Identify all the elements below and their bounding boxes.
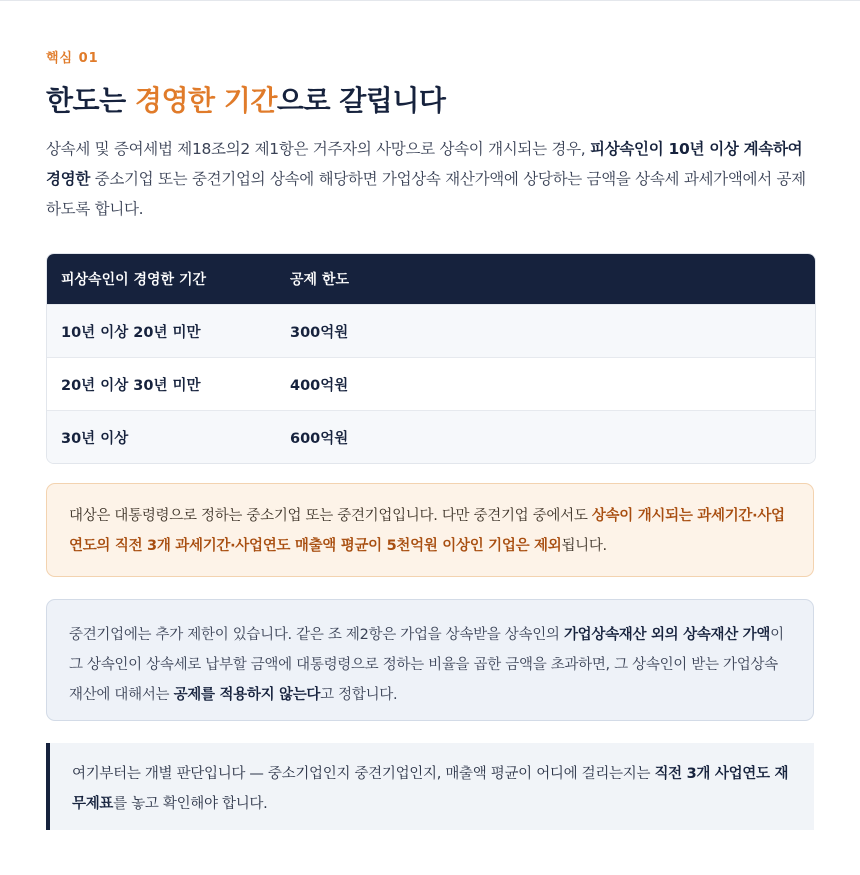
cell-limit: 300억원 xyxy=(290,324,349,341)
info-emphasis: 공제를 적용하지 않는다 xyxy=(173,687,321,703)
note-callout xyxy=(46,743,814,830)
header-cell-limit: 공제 한도 xyxy=(290,272,349,288)
header-cell-period: 피상속인이 경영한 기간 xyxy=(61,272,206,288)
intro-emphasis: 피상속인이 10년 이상 계속하여 경영한 xyxy=(46,140,803,188)
warning-text: 대상은 대통령령으로 정하는 중소기업 또는 중견기업입니다. 다만 중견기업 중에서도 xyxy=(69,508,592,524)
warning-emphasis: 상속이 개시되는 과세기간·사업연도의 직전 3개 과세기간·사업연도 매출액 평균이 5천억원 이상인 기업은 제외 xyxy=(69,508,785,554)
info-callout xyxy=(46,599,814,721)
title-prefix: 한도는 xyxy=(46,84,135,117)
page-title xyxy=(46,79,445,119)
cell-limit: 400억원 xyxy=(290,377,349,394)
intro-text: 상속세 및 증여세법 제18조의2 제1항은 거주자의 사망으로 상속이 개시되는 경우, xyxy=(46,140,591,158)
info-text: 중견기업에는 추가 제한이 있습니다. 같은 조 제2항은 가업을 상속받을 상속인의 xyxy=(69,627,564,643)
cell-period: 10년 이상 20년 미만 xyxy=(61,324,201,341)
info-text: 고 정합니다. xyxy=(320,687,398,703)
intro-paragraph xyxy=(46,134,816,224)
note-emphasis: 직전 3개 사업연도 재무제표 xyxy=(72,766,789,812)
info-emphasis: 가업상속재산 외의 상속재산 가액 xyxy=(563,627,771,643)
deduction-limit-table xyxy=(46,253,816,464)
article-section xyxy=(0,1,860,875)
table-header xyxy=(47,254,815,304)
title-highlight: 경영한 기간 xyxy=(134,84,277,117)
table-row xyxy=(47,357,815,410)
cell-limit: 600억원 xyxy=(290,430,349,447)
cell-period: 20년 이상 30년 미만 xyxy=(61,377,201,394)
title-suffix: 으로 갈립니다 xyxy=(276,84,446,117)
warning-text: 됩니다. xyxy=(561,538,607,554)
intro-text: 중소기업 또는 중견기업의 상속에 해당하면 가업상속 재산가액에 상당하는 금액을 상속세 과세가액에서 공제하도록 합니다. xyxy=(46,170,806,218)
table-row xyxy=(47,304,815,357)
cell-period: 30년 이상 xyxy=(61,430,129,447)
table-row xyxy=(47,410,815,463)
info-text: 이 그 상속인이 상속세로 납부할 금액에 대통령령으로 정하는 비율을 곱한 금액을 초과하면, 그 상속인이 받는 가업상속재산에 대해서는 xyxy=(69,627,784,703)
section-eyebrow: 핵심 01 xyxy=(46,51,99,66)
note-text: 를 놓고 확인해야 합니다. xyxy=(113,796,268,812)
warning-callout xyxy=(46,483,814,577)
note-text: 여기부터는 개별 판단입니다 — 중소기업인지 중견기업인지, 매출액 평균이 어디에 걸리는지는 xyxy=(72,766,655,782)
